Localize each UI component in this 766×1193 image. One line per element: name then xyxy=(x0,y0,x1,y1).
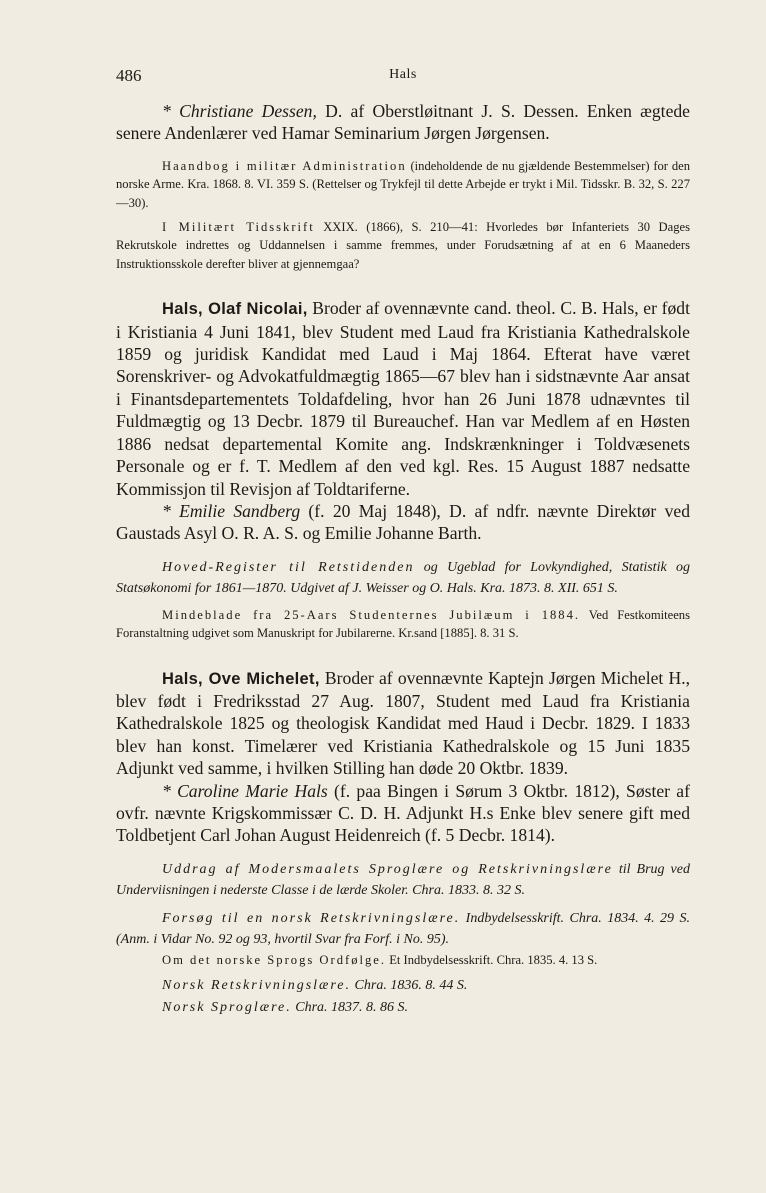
entry-lead: Forsøg til en norsk Retskrivningslære. xyxy=(162,910,461,926)
entry-heading: Hals, Ove Michelet, xyxy=(162,669,320,688)
entry-mindeblade xyxy=(116,606,690,643)
entry-norsk-sproglaere xyxy=(116,997,690,1019)
entry-text: Broder af ovennævnte cand. theol. C. B. Hals, er født i Kristiania 4 Juni 1841, blev Student med Laud fra Kristiania Kathedralskole 1859 og juridisk Kandidat med Laud i Maj 1864. Efterat have været Sorenskriver- og Advokatfuldmægtig 1865—67 blev han i sidstnævnte Aar ansat i Finantsdepartementets Toldafdeling, hvor han 26 Juni 1878 udnævntes til Fuldmægtig og 13 Decbr. 1879 til Bureauchef. Han var Medlem af en Høsten 1886 nedsat departemental Komite ang. Indskrænkninger i Toldvæsenets Personale og er f. T. Medlem af den ved kgl. Res. 15 August 1887 nedsatte Kommissjon til Revisjon af Toldtariferne. xyxy=(116,298,690,499)
entry-text: Chra. 1836. 8. 44 S. xyxy=(351,978,468,994)
entry-lead: Mindeblade fra 25-Aars Studenternes Jubilæum i 1884. xyxy=(162,607,581,622)
entry-olaf-nicolai-hals xyxy=(116,297,690,500)
entry-norsk-retskrivningslaere xyxy=(116,975,690,997)
entry-forsog xyxy=(116,908,690,951)
entry-lead: * Emilie Sandberg xyxy=(162,500,301,521)
entry-text: XXIX. (1866), S. 210—41: Hvorledes bør Infanteriets 30 Dages Rekrutskole indrettes og Uddannelsen i samme fremmes, under Forudsætning af at en 6 Maaneders Instruktionsskole derefter bliver at gjennemgaa? xyxy=(116,220,690,271)
page-header xyxy=(116,66,690,86)
entry-text: Et Indbydelsesskrift. Chra. 1835. 4. 13 S. xyxy=(386,952,598,967)
entry-text: (f. 20 Maj 1848), D. af ndfr. nævnte Direktør ved Gaustads Asyl O. R. A. S. og Emilie Johanne Barth. xyxy=(116,500,690,544)
running-head: Hals xyxy=(389,67,417,82)
entry-text: Ved Festkomiteens Foranstaltning udgivet som Manuskript for Jubilarerne. Kr.sand [1885]. 8. 31 S. xyxy=(116,607,690,641)
entry-lead: * Christiane Dessen, xyxy=(162,101,317,121)
entry-text: (indeholdende de nu gjældende Bestemmelser) for den norske Arme. Kra. 1868. 8. VI. 359 S. (Rettelser og Trykfejl til dette Arbejde er trykt i Mil. Tidsskr. B. 32, S. 227—30). xyxy=(116,158,690,210)
entry-haandbog xyxy=(116,157,690,212)
entry-hoved-register xyxy=(116,557,690,600)
entry-text: og Ugeblad for Lovkyndighed, Statistik og Statsøkonomi for 1861—1870. Udgivet af J. Weisser og O. Hals. Kra. 1873. 8. XII. 651 S. xyxy=(116,559,690,597)
entry-lead: Om det norske Sprogs Ordfølge. xyxy=(162,952,387,967)
entry-text: D. af Oberstløitnant J. S. Dessen. Enken ægtede senere Andenlærer ved Hamar Seminarium Jørgen Jørgensen. xyxy=(116,101,690,144)
entry-lead: I Militært Tidsskrift xyxy=(162,220,315,235)
entry-emilie-sandberg xyxy=(116,500,690,545)
entry-lead: Hoved-Register til Retstidenden xyxy=(162,559,415,575)
entry-ove-michelet-hals xyxy=(116,667,690,780)
entry-text: Broder af ovennævnte Kaptejn Jørgen Michelet H., blev født i Fredriksstad 27 Aug. 1807, Student med Laud fra Kristiania Kathedralskole 1825 og theologisk Kandidat med Haud i Decbr. 1829. I 1833 blev han konst. Timelærer ved Kristiania Kathedralskole og 15 Juni 1835 Adjunkt ved samme, i hvilken Stilling han døde 20 Oktbr. 1839. xyxy=(116,667,691,779)
entry-christiane-dessen xyxy=(116,100,690,145)
entry-text: Chra. 1837. 8. 86 S. xyxy=(291,999,409,1015)
entry-om-det-norske-sprogs xyxy=(116,951,690,969)
entry-lead: Norsk Retskrivningslære. xyxy=(162,978,352,994)
entry-lead: Uddrag af Modersmaalets Sproglære og Retskrivningslære xyxy=(162,861,613,877)
entry-lead: Norsk Sproglære. xyxy=(162,999,292,1015)
entry-caroline-marie-hals xyxy=(116,780,690,847)
entry-text: til Brug ved Underviisningen i nederste Classe i de lærde Skoler. Chra. 1833. 8. 32 S. xyxy=(116,861,690,899)
page-number: 486 xyxy=(116,66,142,85)
entry-militaert-tidsskrift xyxy=(116,218,690,273)
entry-lead: Haandbog i militær Administration xyxy=(162,158,407,173)
text-column xyxy=(116,100,690,1018)
entry-text: (f. paa Bingen i Sørum 3 Oktbr. 1812), Søster af ovfr. nævnte Krigskommissær C. D. H. Adjunkt H.s Enke blev senere gift med Toldbetjent Carl Johan August Heidenreich (f. 5 Decbr. 1814). xyxy=(116,780,690,846)
entry-text: Indbydelsesskrift. Chra. 1834. 4. 29 S. (Anm. i Vidar No. 92 og 93, hvortil Svar fra Forf. i No. 95). xyxy=(116,910,690,948)
entry-lead: * Caroline Marie Hals xyxy=(162,780,328,801)
entry-heading: Hals, Olaf Nicolai, xyxy=(162,300,308,319)
entry-uddrag xyxy=(116,859,690,902)
